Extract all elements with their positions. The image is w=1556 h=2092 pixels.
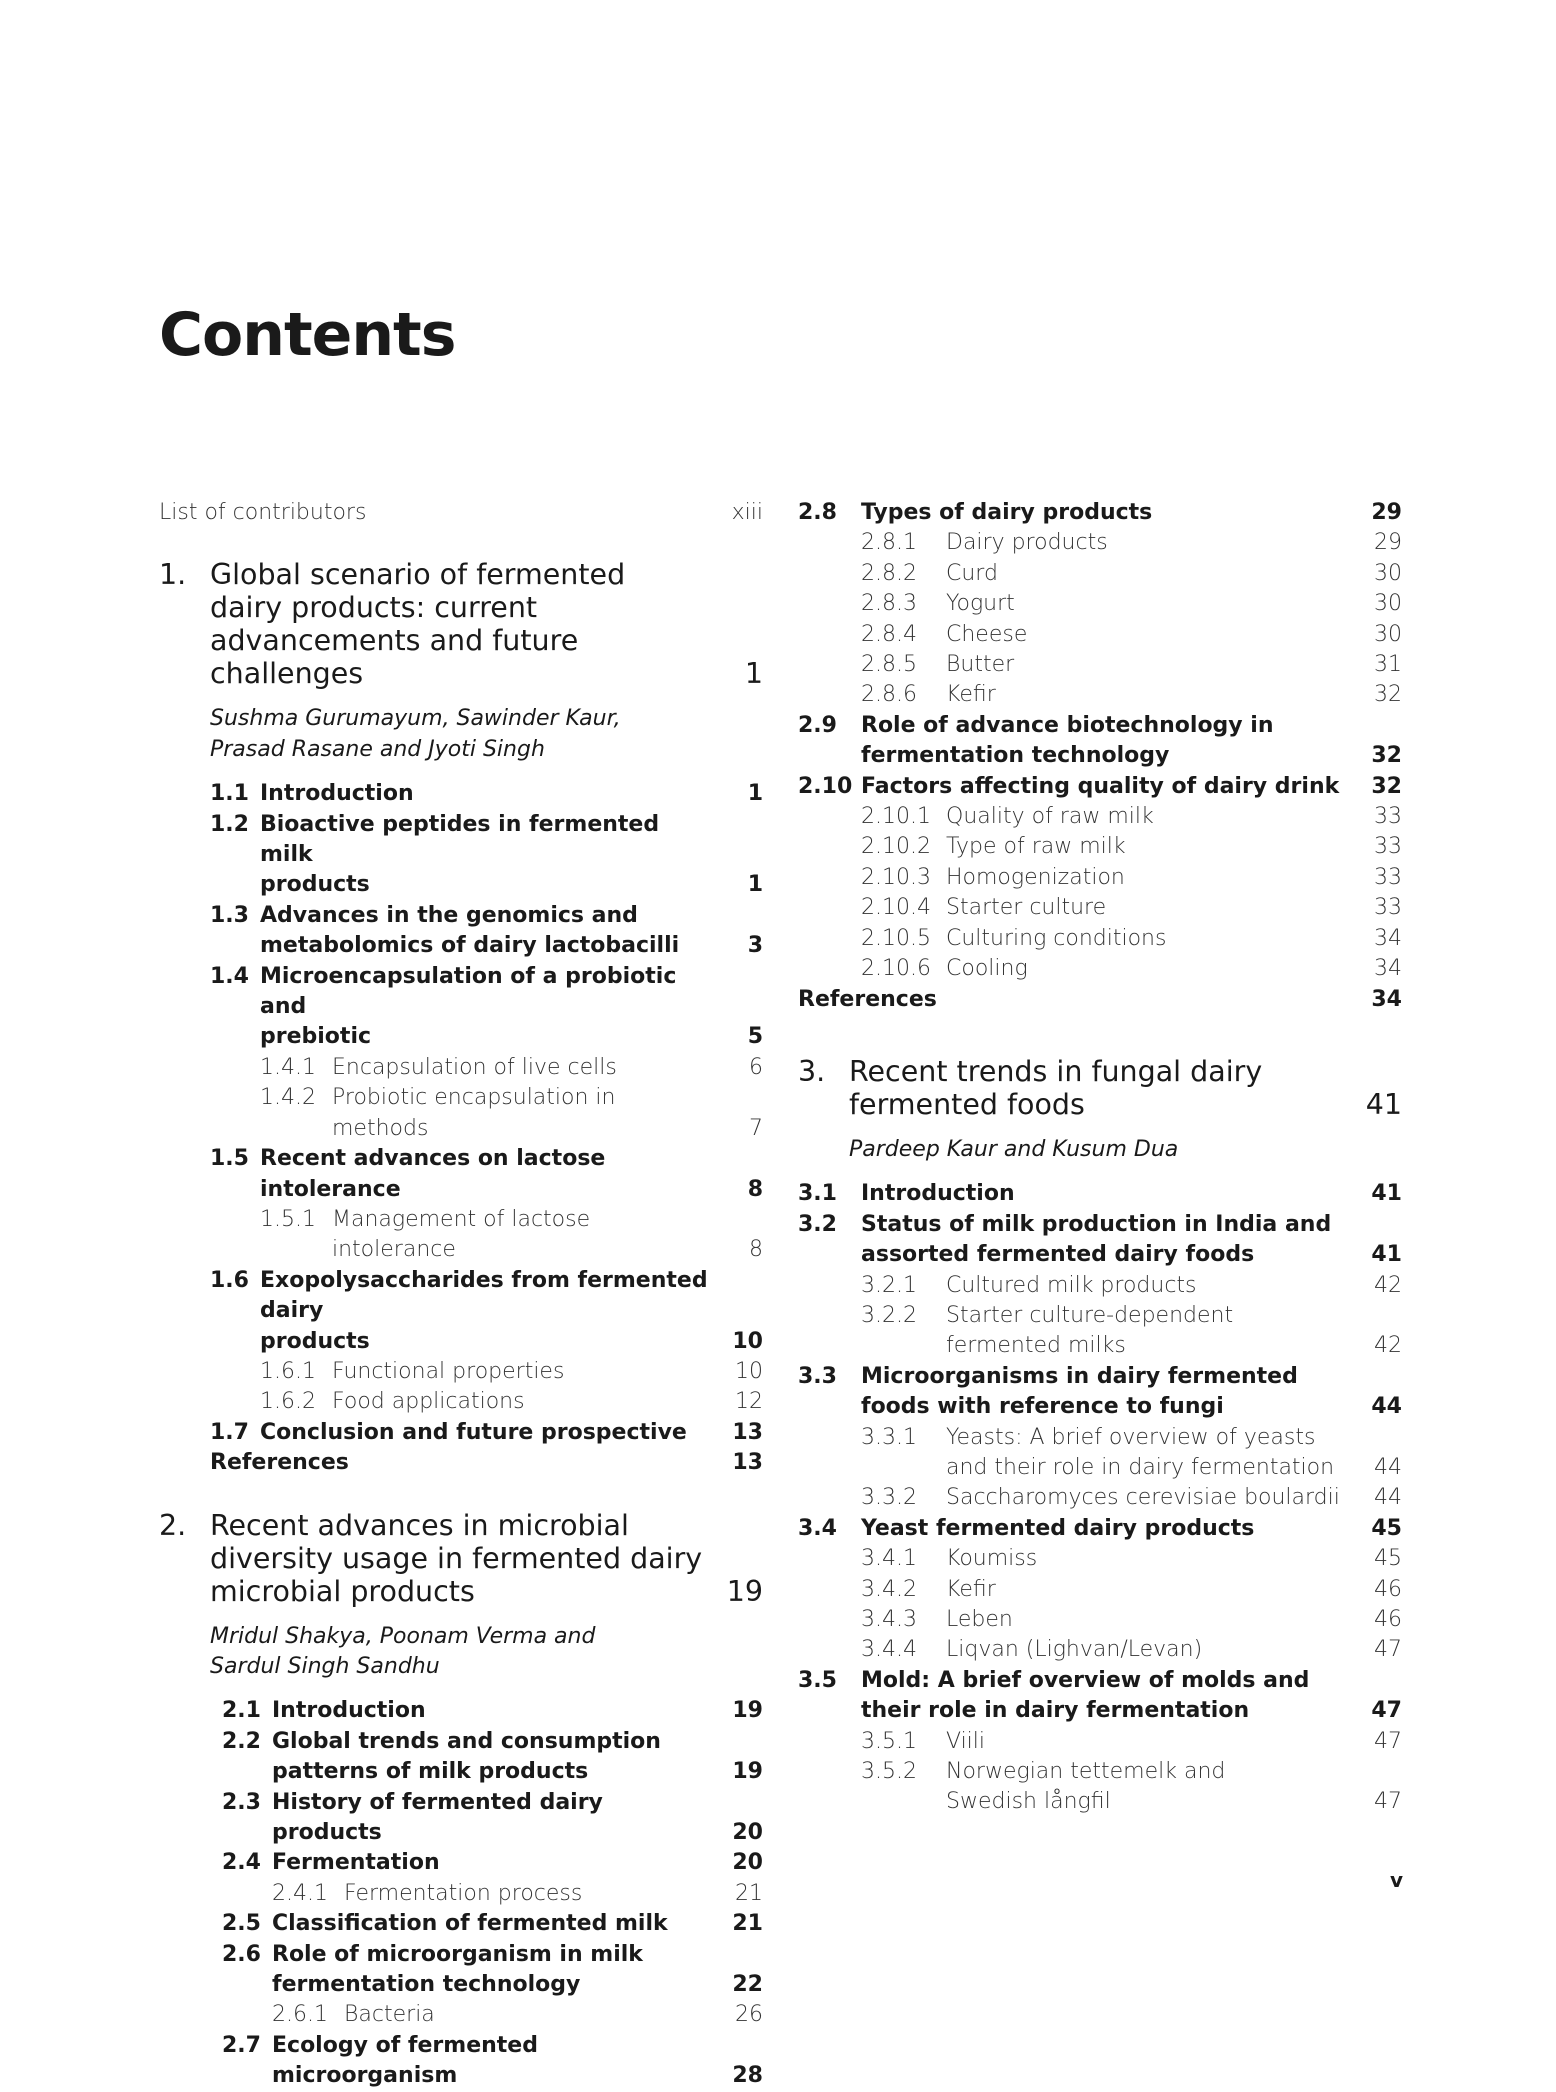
entry-title: Saccharomyces cerevisiae boulardii — [946, 1485, 1340, 1511]
entry-page: 42 — [1374, 1272, 1402, 1298]
entry-page: 5 — [747, 1024, 763, 1050]
entry-number: 1.1 — [210, 781, 249, 807]
entry-page: 22 — [732, 1972, 763, 1998]
section-entry[interactable] — [159, 1327, 763, 1357]
entry-number: 2.5 — [222, 1911, 261, 1937]
entry-number: 3.3.2 — [861, 1485, 917, 1511]
subsection-entry[interactable] — [798, 620, 1402, 650]
entry-title: foods with reference to fungi — [861, 1394, 1224, 1420]
subsection-entry[interactable] — [798, 1301, 1402, 1331]
entry-page: 30 — [1374, 621, 1402, 647]
entry-number: 1.4 — [210, 963, 249, 989]
entry-title: Introduction — [260, 781, 414, 807]
entry-title: and their role in dairy fermentation — [946, 1454, 1335, 1480]
entry-number: 3.3 — [798, 1363, 837, 1389]
entry-title: Viili — [946, 1728, 986, 1754]
entry-title: Kefir — [946, 682, 996, 708]
entry-page: 20 — [732, 1850, 763, 1876]
section-entry[interactable] — [159, 1144, 763, 1205]
section-entry[interactable] — [159, 779, 763, 809]
chapter-number: 2. — [159, 1508, 187, 1542]
entry-number: 2.8.1 — [861, 530, 917, 556]
entry-title: Yeasts: A brief overview of yeasts — [946, 1424, 1316, 1450]
entry-title: Global trends and consumption — [272, 1728, 661, 1754]
contributors-label: List of contributors — [159, 500, 367, 525]
entry-title: Bacteria — [344, 2002, 435, 2028]
entry-number: 2.8.5 — [861, 652, 917, 678]
entry-page: 19 — [732, 1759, 763, 1785]
entry-page: 21 — [735, 1880, 763, 1906]
entry-title: Introduction — [861, 1181, 1015, 1207]
entry-title: Bioactive peptides in fermented milk — [260, 811, 660, 868]
entry-number: 1.6.2 — [260, 1389, 316, 1415]
chapter-page: 41 — [1365, 1087, 1402, 1121]
section-entry[interactable] — [798, 1514, 1402, 1544]
entry-number: 2.10.2 — [861, 834, 931, 860]
entry-title: their role in dairy fermentation — [861, 1698, 1250, 1724]
section-entry[interactable] — [159, 1266, 763, 1327]
entry-title: Norwegian tettemelk and — [946, 1759, 1226, 1785]
section-entry[interactable] — [159, 810, 763, 871]
author-line: Sardul Singh Sandhu — [210, 1653, 440, 1679]
entry-title: References — [798, 986, 937, 1012]
chapter-entry[interactable] — [159, 1509, 763, 1608]
entry-number: 1.5 — [210, 1146, 249, 1172]
entry-number: 3.4.3 — [861, 1607, 917, 1632]
entry-number: 2.10.1 — [861, 804, 931, 830]
section-entry[interactable] — [798, 1392, 1402, 1422]
section-entry[interactable] — [798, 498, 1402, 528]
subsection-entry[interactable] — [798, 589, 1402, 619]
chapter-page: 1 — [744, 657, 763, 691]
references-entry[interactable] — [159, 1448, 763, 1478]
entry-title: Starter culture-dependent — [946, 1302, 1234, 1328]
entry-title: fermentation technology — [272, 1972, 581, 1998]
entry-number: 1.4.2 — [260, 1085, 316, 1111]
entry-page: 13 — [732, 1419, 763, 1445]
entry-page: 47 — [1374, 1728, 1402, 1754]
entry-number: 2.10.4 — [861, 895, 931, 921]
subsection-entry[interactable] — [798, 1757, 1402, 1787]
section-entry[interactable] — [159, 1727, 763, 1757]
entry-number: 3.5 — [798, 1667, 837, 1693]
chapter-title: Recent advances in microbial diversity usage in fermented dairy microbial products — [210, 1508, 703, 1608]
page-number: v — [1390, 1868, 1404, 1892]
section-entry[interactable] — [159, 1909, 763, 1939]
entry-number: 1.7 — [210, 1419, 249, 1445]
author-line: Sushma Gurumayum, Sawinder Kaur, — [210, 706, 621, 732]
section-entry[interactable] — [159, 2031, 763, 2092]
entry-title: Yeast fermented dairy products — [861, 1515, 1255, 1541]
entry-number: 3.5.1 — [861, 1728, 917, 1754]
subsection-entry[interactable] — [798, 802, 1402, 832]
contributors-page: xiii — [731, 500, 763, 525]
entry-page: 6 — [749, 1054, 763, 1080]
entry-title: Factors affecting quality of dairy drink — [861, 773, 1340, 799]
chapter-entry[interactable] — [159, 558, 763, 690]
subsection-entry[interactable] — [798, 650, 1402, 680]
entry-title: Yogurt — [946, 591, 1015, 617]
chapter-entry[interactable] — [798, 1055, 1402, 1121]
entry-page: 10 — [735, 1358, 763, 1384]
entry-page: 46 — [1374, 1607, 1402, 1632]
subsection-entry[interactable] — [159, 1879, 763, 1909]
chapter-title: Recent trends in fungal dairy fermented foods — [849, 1054, 1263, 1121]
page-title: Contents — [159, 300, 456, 370]
section-entry[interactable] — [159, 1848, 763, 1878]
entry-number: 2.10.3 — [861, 864, 931, 890]
section-entry[interactable] — [159, 1022, 763, 1052]
subsection-entry[interactable] — [159, 1357, 763, 1387]
entry-title: products — [260, 872, 370, 898]
toc-right-column — [798, 498, 1402, 1818]
entry-title: Classification of fermented milk — [272, 1911, 668, 1937]
entry-page: 44 — [1371, 1394, 1402, 1420]
entry-number: 3.4.4 — [861, 1637, 917, 1663]
subsection-entry[interactable] — [159, 1053, 763, 1083]
contributors-entry[interactable] — [159, 498, 763, 528]
entry-number: 3.2 — [798, 1211, 837, 1237]
entry-title: Ecology of fermented microorganism — [272, 2032, 538, 2089]
entry-title: Microencapsulation of a probiotic and — [260, 963, 677, 1020]
entry-page: 45 — [1371, 1515, 1402, 1541]
section-entry[interactable] — [798, 1210, 1402, 1240]
section-entry[interactable] — [798, 1362, 1402, 1392]
entry-number: 1.3 — [210, 902, 249, 928]
entry-number: 2.3 — [222, 1789, 261, 1815]
section-entry[interactable] — [159, 1757, 763, 1787]
entry-number: 2.10.6 — [861, 956, 931, 982]
entry-title: fermentation technology — [861, 743, 1170, 769]
entry-title: Cultured milk products — [946, 1272, 1197, 1298]
entry-page: 41 — [1371, 1181, 1402, 1207]
entry-title: Role of advance biotechnology in — [861, 712, 1274, 738]
entry-title: Advances in the genomics and — [260, 902, 638, 928]
entry-title: Role of microorganism in milk — [272, 1941, 643, 1967]
chapter-authors — [159, 704, 763, 765]
entry-number: 2.7 — [222, 2032, 261, 2058]
entry-title: Kefir — [946, 1576, 996, 1602]
entry-page: 33 — [1374, 895, 1402, 921]
entry-title: Curd — [946, 560, 998, 586]
subsection-entry[interactable] — [798, 1483, 1402, 1513]
entry-number: 3.2.2 — [861, 1302, 917, 1328]
entry-number: 2.2 — [222, 1728, 261, 1754]
section-entry[interactable] — [159, 1696, 763, 1726]
section-entry[interactable] — [159, 1788, 763, 1849]
entry-title: assorted fermented dairy foods — [861, 1242, 1255, 1268]
entry-page: 1 — [747, 781, 763, 807]
entry-title: Exopolysaccharides from fermented dairy — [260, 1267, 708, 1324]
subsection-entry[interactable] — [798, 954, 1402, 984]
subsection-entry[interactable] — [159, 1083, 763, 1144]
entry-page: 10 — [732, 1328, 763, 1354]
entry-title: Types of dairy products — [861, 500, 1153, 525]
entry-number: 3.2.1 — [861, 1272, 917, 1298]
chapter-authors — [798, 1135, 1402, 1165]
section-entry[interactable] — [798, 1696, 1402, 1726]
entry-page: 47 — [1374, 1637, 1402, 1663]
entry-page: 20 — [732, 1820, 763, 1845]
section-entry[interactable] — [798, 1240, 1402, 1270]
entry-number: 2.4 — [222, 1850, 261, 1876]
section-entry[interactable] — [798, 1179, 1402, 1209]
entry-title: Koumiss — [946, 1546, 1038, 1572]
entry-number: 1.2 — [210, 811, 249, 837]
entry-number: 2.6.1 — [272, 2002, 328, 2028]
entry-number: 1.6.1 — [260, 1358, 316, 1384]
subsection-entry[interactable] — [798, 832, 1402, 862]
entry-number: 2.8.3 — [861, 591, 917, 617]
entry-title: Probiotic encapsulation in methods — [332, 1085, 616, 1141]
entry-page: 34 — [1374, 925, 1402, 951]
subsection-entry[interactable] — [798, 1727, 1402, 1757]
entry-page: 44 — [1374, 1485, 1402, 1511]
chapter-number: 1. — [159, 558, 187, 592]
entry-page: 32 — [1371, 743, 1402, 769]
entry-number: 3.4.1 — [861, 1546, 917, 1572]
entry-title: History of fermented dairy products — [272, 1789, 603, 1845]
entry-title: References — [210, 1450, 349, 1476]
subsection-entry[interactable] — [798, 1605, 1402, 1635]
subsection-entry[interactable] — [798, 1787, 1402, 1817]
entry-number: 3.3.1 — [861, 1424, 917, 1450]
entry-number: 3.4.2 — [861, 1576, 917, 1602]
entry-page: 29 — [1374, 530, 1402, 556]
entry-title: Culturing conditions — [946, 925, 1167, 951]
section-entry[interactable] — [798, 711, 1402, 741]
entry-title: Encapsulation of live cells — [332, 1054, 617, 1080]
entry-title: Quality of raw milk — [946, 804, 1154, 830]
section-entry[interactable] — [159, 1940, 763, 1970]
subsection-entry[interactable] — [798, 1423, 1402, 1453]
entry-title: Type of raw milk — [946, 834, 1126, 860]
entry-number: 2.8 — [798, 500, 837, 525]
entry-page: 32 — [1371, 773, 1402, 799]
entry-number: 1.5.1 — [260, 1206, 316, 1232]
entry-page: 44 — [1374, 1454, 1402, 1480]
section-entry[interactable] — [159, 1418, 763, 1448]
entry-page: 28 — [732, 2063, 763, 2089]
entry-title: fermented milks — [946, 1333, 1126, 1359]
section-entry[interactable] — [798, 741, 1402, 771]
author-line: Pardeep Kaur and Kusum Dua — [849, 1136, 1179, 1162]
entry-title: Cheese — [946, 621, 1028, 647]
entry-page: 30 — [1374, 591, 1402, 617]
entry-number: 2.8.6 — [861, 682, 917, 708]
entry-page: 12 — [735, 1389, 763, 1415]
author-line: Mridul Shakya, Poonam Verma and — [210, 1623, 596, 1649]
references-entry[interactable] — [798, 985, 1402, 1015]
subsection-entry[interactable] — [798, 680, 1402, 710]
subsection-entry[interactable] — [798, 1575, 1402, 1605]
section-entry[interactable] — [798, 772, 1402, 802]
entry-number: 2.6 — [222, 1941, 261, 1967]
entry-page: 31 — [1374, 652, 1402, 678]
entry-title: Introduction — [272, 1698, 426, 1724]
entry-number: 1.4.1 — [260, 1054, 316, 1080]
entry-page: 29 — [1371, 500, 1402, 525]
entry-title: Homogenization — [946, 864, 1125, 890]
entry-page: 33 — [1374, 834, 1402, 860]
author-line: Prasad Rasane and Jyoti Singh — [210, 736, 545, 762]
entry-page: 19 — [732, 1698, 763, 1724]
chapter-number: 3. — [798, 1054, 826, 1088]
entry-title: Mold: A brief overview of molds and — [861, 1667, 1310, 1693]
entry-title: Conclusion and future prospective — [260, 1419, 687, 1445]
entry-number: 2.9 — [798, 712, 837, 738]
entry-title: Dairy products — [946, 530, 1108, 556]
entry-title: Leben — [946, 1607, 1013, 1632]
entry-title: Food applications — [332, 1389, 525, 1415]
subsection-entry[interactable] — [159, 1205, 763, 1266]
entry-title: metabolomics of dairy lactobacilli — [260, 933, 680, 959]
entry-title: Cooling — [946, 956, 1028, 982]
entry-page: 33 — [1374, 804, 1402, 830]
entry-page: 7 — [749, 1115, 763, 1141]
entry-title: patterns of milk products — [272, 1759, 589, 1785]
entry-title: Liqvan (Lighvan/Levan) — [946, 1637, 1203, 1663]
subsection-entry[interactable] — [798, 1453, 1402, 1483]
entry-page: 30 — [1374, 560, 1402, 586]
entry-title: Starter culture — [946, 895, 1107, 921]
entry-number: 2.8.4 — [861, 621, 917, 647]
chapter-title: Global scenario of fermented dairy products: current advancements and future challenges — [210, 558, 626, 691]
subsection-entry[interactable] — [798, 893, 1402, 923]
entry-page: 45 — [1374, 1546, 1402, 1572]
entry-number: 2.4.1 — [272, 1880, 328, 1906]
section-entry[interactable] — [159, 870, 763, 900]
entry-title: Recent advances on lactose intolerance — [260, 1146, 606, 1202]
toc-left-column — [159, 498, 763, 2092]
subsection-entry[interactable] — [798, 1544, 1402, 1574]
entry-number: 2.10 — [798, 773, 853, 799]
entry-title: Functional properties — [332, 1358, 565, 1384]
entry-number: 1.6 — [210, 1267, 249, 1293]
subsection-entry[interactable] — [798, 528, 1402, 558]
entry-page: 21 — [732, 1911, 763, 1937]
section-entry[interactable] — [159, 1970, 763, 2000]
chapter-page: 19 — [726, 1574, 763, 1608]
chapter-authors — [159, 1622, 763, 1683]
entry-page: 3 — [747, 933, 763, 959]
entry-title: Swedish långfil — [946, 1789, 1111, 1815]
entry-number: 2.10.5 — [861, 925, 931, 951]
entry-page: 46 — [1374, 1576, 1402, 1602]
entry-number: 2.8.2 — [861, 560, 917, 586]
entry-page: 1 — [747, 872, 763, 898]
subsection-entry[interactable] — [798, 1331, 1402, 1361]
entry-page: 47 — [1374, 1789, 1402, 1815]
subsection-entry[interactable] — [798, 1271, 1402, 1301]
section-entry[interactable] — [159, 931, 763, 961]
entry-page: 26 — [735, 2002, 763, 2028]
subsection-entry[interactable] — [159, 2000, 763, 2030]
subsection-entry[interactable] — [798, 559, 1402, 589]
section-entry[interactable] — [159, 962, 763, 1023]
entry-page: 8 — [747, 1176, 763, 1202]
entry-title: Microorganisms in dairy fermented — [861, 1363, 1298, 1389]
section-entry[interactable] — [159, 901, 763, 931]
entry-title: Fermentation process — [344, 1880, 583, 1906]
entry-page: 8 — [749, 1237, 763, 1263]
entry-title: prebiotic — [260, 1024, 372, 1050]
subsection-entry[interactable] — [798, 1635, 1402, 1665]
entry-title: Butter — [946, 652, 1015, 678]
entry-title: Fermentation — [272, 1850, 440, 1876]
entry-page: 42 — [1374, 1333, 1402, 1359]
section-entry[interactable] — [798, 1666, 1402, 1696]
entry-number: 3.4 — [798, 1515, 837, 1541]
entry-number: 3.5.2 — [861, 1759, 917, 1785]
entry-page: 33 — [1374, 864, 1402, 890]
entry-title: Status of milk production in India and — [861, 1211, 1332, 1237]
entry-page: 32 — [1374, 682, 1402, 708]
entry-number: 2.1 — [222, 1698, 261, 1724]
entry-page: 13 — [732, 1450, 763, 1476]
entry-title: products — [260, 1328, 370, 1354]
entry-page: 34 — [1374, 956, 1402, 982]
entry-page: 41 — [1371, 1242, 1402, 1268]
entry-page: 34 — [1371, 986, 1402, 1012]
entry-page: 47 — [1371, 1698, 1402, 1724]
entry-title: Management of lactose intolerance — [332, 1206, 591, 1263]
subsection-entry[interactable] — [798, 863, 1402, 893]
entry-number: 3.1 — [798, 1181, 837, 1207]
subsection-entry[interactable] — [159, 1387, 763, 1417]
subsection-entry[interactable] — [798, 924, 1402, 954]
